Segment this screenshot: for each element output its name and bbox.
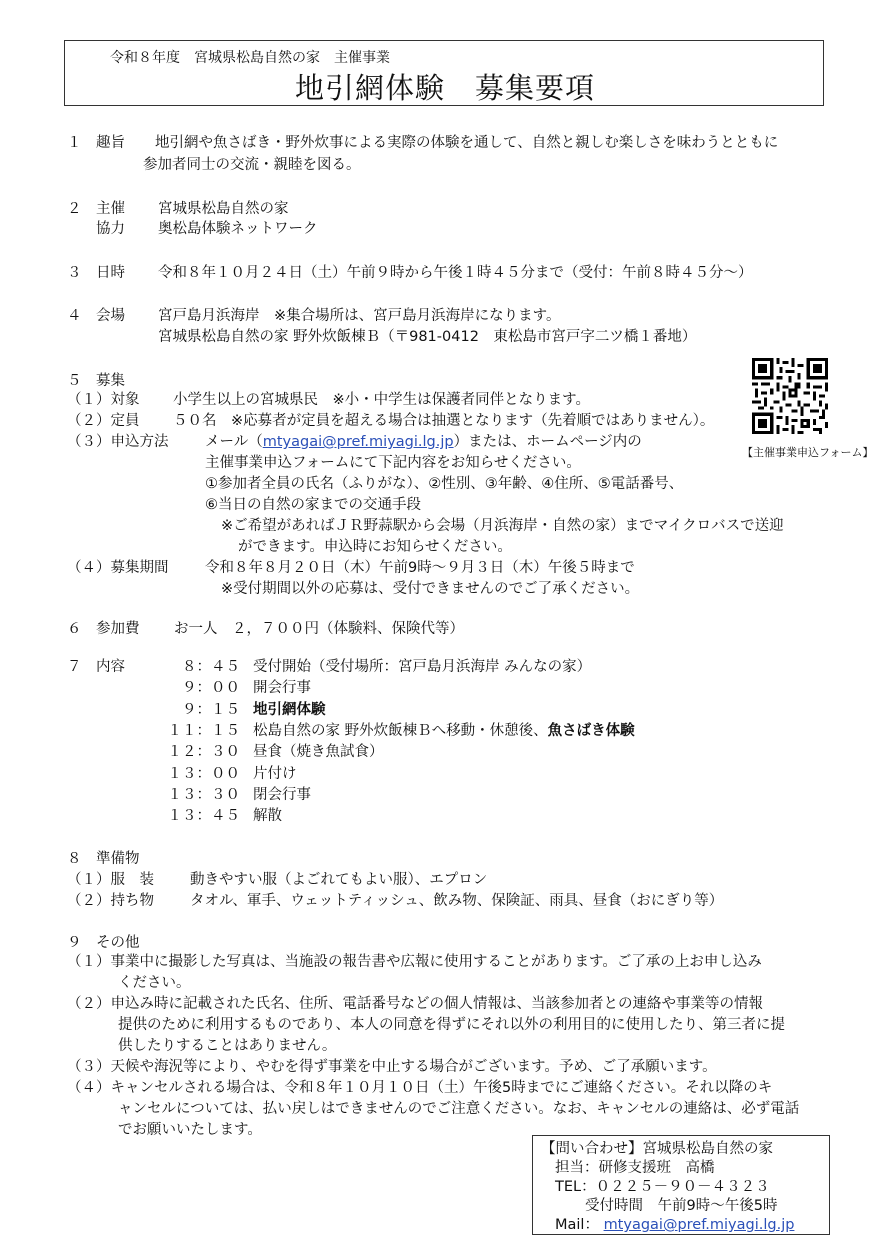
section-6-number: ６: [67, 621, 82, 637]
target-value: 小学生以上の宮城県民 ※小・中学生は保護者同伴となります。: [173, 392, 590, 408]
items-value: タオル、軍手、ウェットティッシュ、飲み物、保険証、雨具、昼食（おにぎり等）: [190, 893, 724, 909]
note-2-line-2: 提供のために利用するものであり、本人の同意を得ずにそれ以外の利用目的に使用したり、第三者に提: [118, 1017, 785, 1033]
fee-value: お一人 ２，７００円（体験料、保険代等）: [174, 621, 464, 637]
schedule-activity: [253, 806, 282, 826]
schedule-activity: [253, 785, 311, 805]
period-note: ※受付期間以外の応募は、受付できませんのでご了承ください。: [221, 581, 640, 597]
capacity-value: ５０名 ※応募者が定員を超える場合は抽選となります（先着順ではありません）。: [173, 413, 715, 429]
schedule-time: １３：００: [167, 765, 240, 782]
contact-hours: 受付時間 午前9時～午後5時: [585, 1198, 778, 1214]
period-label: （４）募集期間: [67, 560, 169, 576]
schedule-activity-text: 受付開始（受付場所：宮戸島月浜海岸 みんなの家）: [253, 659, 592, 675]
contact-mail-label: Mail：: [555, 1217, 599, 1233]
note-2-line-3: 供したりすることはありません。: [118, 1038, 337, 1054]
section-5-heading: ５ 募集: [67, 373, 125, 389]
schedule-time: １３：４５: [167, 808, 240, 825]
items-label: （２）持ち物: [67, 893, 154, 909]
section-3-label: 日時: [96, 265, 125, 281]
clothes-label: （１）服 装: [67, 872, 154, 888]
cooperation-label: 協力: [96, 221, 125, 237]
organizer-value: 宮城県松島自然の家: [158, 201, 289, 217]
apply-method-line-2: 主催事業申込フォームにて下記内容をお知らせください。: [205, 455, 581, 471]
apply-post-text: ）または、ホームページ内の: [453, 434, 642, 450]
note-2-line-1: （２）申込み時に記載された氏名、住所、電話番号などの個人情報は、当該参加者との連絡や事業等の情報: [67, 996, 763, 1012]
schedule-activity-text: 松島自然の家 野外炊飯棟Ｂへ移動・休憩後、: [253, 722, 548, 739]
contact-person: 担当：研修支援班 高橋: [555, 1160, 715, 1176]
schedule-time: ９：１５: [182, 701, 240, 718]
section-1-label: 趣旨: [96, 135, 125, 151]
clothes-value: 動きやすい服（よごれてもよい服）、エプロン: [190, 872, 488, 888]
schedule-activity: [253, 721, 635, 741]
section-2-label: 主催: [96, 201, 125, 217]
note-1-line-2: ください。: [118, 975, 191, 991]
schedule-activity-text: 解散: [253, 808, 282, 825]
target-label: （１）対象: [67, 392, 140, 408]
schedule-activity: [253, 657, 591, 677]
schedule-activity-text: 昼食（焼き魚試食）: [253, 744, 384, 761]
section-8-heading: ８ 準備物: [67, 851, 140, 867]
schedule-activity: [253, 678, 311, 698]
schedule-time: １１：１５: [167, 722, 240, 739]
schedule-time: １２：３０: [167, 744, 240, 761]
qr-code-image[interactable]: [752, 358, 828, 434]
schedule-time: １３：３０: [167, 786, 240, 803]
apply-method-line-3: ①参加者全員の氏名（ふりがな）、②性別、③年齢、④住所、⑤電話番号、: [205, 476, 684, 492]
cooperation-value: 奥松島体験ネットワーク: [158, 221, 318, 237]
schedule-activity-text: 開会行事: [253, 680, 311, 697]
schedule-activity-text: 閉会行事: [253, 786, 311, 803]
section-9-heading: ９ その他: [67, 935, 140, 951]
section-7-number: ７: [67, 659, 82, 675]
venue-line-1: 宮戸島月浜海岸 ※集合場所は、宮戸島月浜海岸になります。: [158, 308, 561, 324]
section-1-text-cont: 参加者同士の交流・親睦を図る。: [143, 157, 361, 173]
section-3-number: ３: [67, 265, 82, 281]
datetime-value: 令和８年１０月２４日（土）午前９時から午後１時４５分まで（受付：午前８時４５分～）: [158, 265, 753, 281]
section-4-number: ４: [67, 308, 82, 324]
note-3-line-1: （３）天候や海況等により、やむを得ず事業を中止する場合がございます。予め、ご了承願います。: [67, 1059, 717, 1075]
venue-line-2: 宮城県松島自然の家 野外炊飯棟Ｂ（〒981-0412 東松島市宮戸字二ツ橋１番地）: [158, 329, 697, 345]
section-6-label: 参加費: [96, 621, 140, 637]
document-title: 地引網体験 募集要項: [294, 71, 595, 105]
note-4-line-3: でお願いいたします。: [118, 1122, 262, 1138]
schedule-activity-highlight: 地引網体験: [253, 701, 326, 718]
apply-method-label: （３）申込方法: [67, 434, 169, 450]
period-value: 令和８年８月２０日（木）午前9時～９月３日（木）午後５時まで: [205, 560, 635, 576]
qr-code-caption: 【主催事業申込フォーム】: [742, 446, 874, 459]
section-7-label: 内容: [96, 659, 125, 675]
apply-pre-text: メール（: [205, 434, 263, 450]
apply-method-note: ※ご希望があればＪＲ野蒜駅から会場（月浜海岸・自然の家）までマイクロバスで送迎: [221, 518, 784, 534]
schedule-time: ８：４５: [182, 659, 240, 675]
section-4-label: 会場: [96, 308, 125, 324]
contact-box: [532, 1135, 830, 1235]
schedule-activity-highlight: 魚さばき体験: [547, 722, 635, 739]
document-subtitle: 令和８年度 宮城県松島自然の家 主催事業: [110, 50, 390, 66]
schedule-activity: [253, 742, 384, 762]
schedule-activity: [253, 764, 297, 784]
schedule-activity-text: 片付け: [253, 765, 297, 782]
capacity-label: （２）定員: [67, 413, 140, 429]
section-2-number: ２: [67, 201, 82, 217]
note-4-line-2: ャンセルについては、払い戻しはできませんのでご注意ください。なお、キャンセルの連絡は、必ず電話: [118, 1101, 800, 1117]
contact-mail-link[interactable]: mtyagai@pref.miyagi.lg.jp: [603, 1217, 795, 1233]
section-1-number: １: [67, 135, 82, 151]
apply-method-line-1: [205, 432, 642, 452]
schedule-activity: [253, 700, 326, 720]
apply-method-line-4: ⑥当日の自然の家までの交通手段: [205, 497, 421, 513]
contact-heading: 【問い合わせ】宮城県松島自然の家: [541, 1141, 773, 1157]
note-1-line-1: （１）事業中に撮影した写真は、当施設の報告書や広報に使用することがあります。ご了承の上お申し込み: [67, 954, 762, 970]
contact-phone: TEL：０２２５－９０－４３２３: [555, 1179, 770, 1195]
schedule-time: ９：００: [182, 680, 240, 697]
apply-email-link[interactable]: mtyagai@pref.miyagi.lg.jp: [262, 434, 454, 450]
contact-mail-row: [555, 1216, 794, 1235]
apply-method-note-cont: ができます。申込時にお知らせください。: [238, 539, 512, 555]
section-1-text: 地引網や魚さばき・野外炊事による実際の体験を通して、自然と親しむ楽しさを味わうとともに: [155, 135, 779, 151]
note-4-line-1: （４）キャンセルされる場合は、令和８年１０月１０日（土）午後5時までにご連絡ください。それ以降のキ: [67, 1080, 773, 1096]
